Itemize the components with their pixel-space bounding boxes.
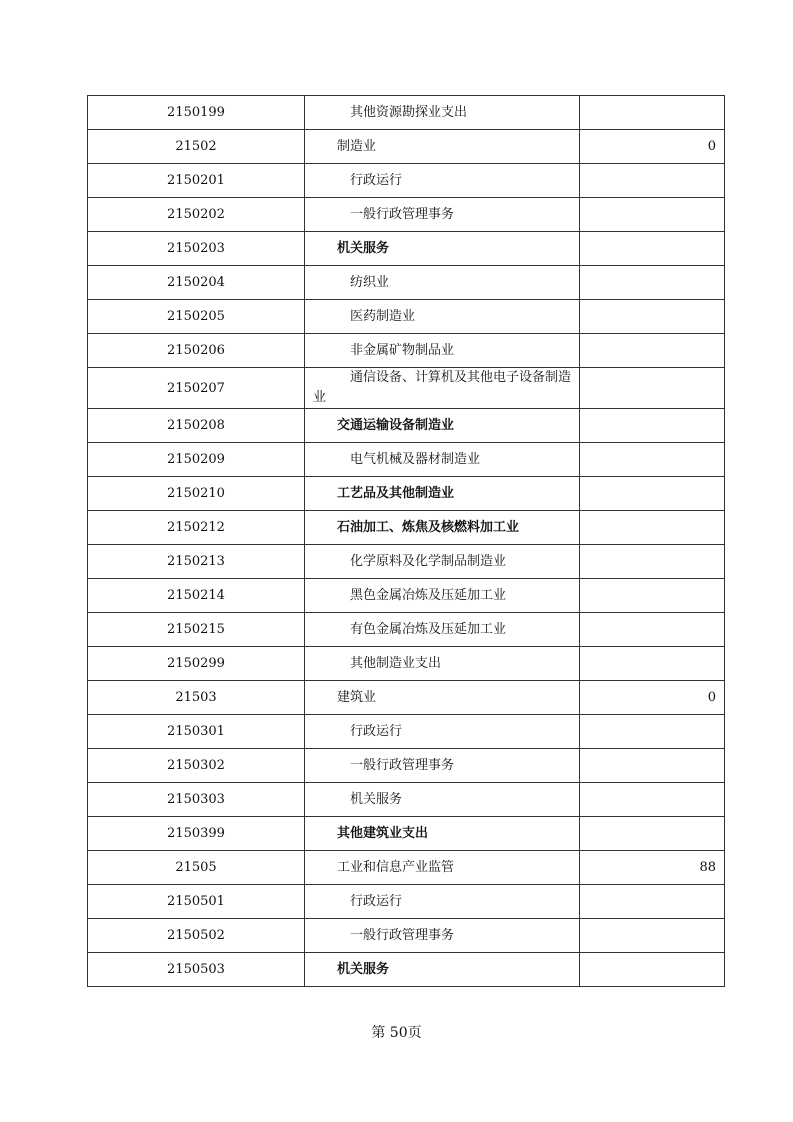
table-row <box>88 817 725 851</box>
subject-code-cell: 2150302 <box>88 749 305 783</box>
subject-name-cell: 有色金属冶炼及压延加工业 <box>305 613 580 647</box>
table-row <box>88 266 725 300</box>
subject-code-cell: 2150212 <box>88 511 305 545</box>
table-body <box>88 96 725 987</box>
subject-name-cell: 石油加工、炼焦及核燃料加工业 <box>305 511 580 545</box>
table-row <box>88 130 725 164</box>
table-row <box>88 232 725 266</box>
amount-cell <box>580 749 725 783</box>
table-row <box>88 851 725 885</box>
table-row <box>88 919 725 953</box>
amount-cell <box>580 368 725 409</box>
table-row <box>88 368 725 409</box>
subject-name-cell: 其他资源勘探业支出 <box>305 96 580 130</box>
amount-cell <box>580 334 725 368</box>
subject-code-cell: 2150210 <box>88 477 305 511</box>
subject-code-cell: 2150208 <box>88 409 305 443</box>
subject-name-cell: 非金属矿物制品业 <box>305 334 580 368</box>
table-row <box>88 749 725 783</box>
subject-name-cell: 其他建筑业支出 <box>305 817 580 851</box>
subject-name-cell: 医药制造业 <box>305 300 580 334</box>
subject-name-cell: 行政运行 <box>305 885 580 919</box>
subject-code-cell: 21505 <box>88 851 305 885</box>
table-row <box>88 579 725 613</box>
subject-name-cell: 一般行政管理事务 <box>305 919 580 953</box>
amount-cell <box>580 647 725 681</box>
amount-cell <box>580 300 725 334</box>
table-row <box>88 953 725 987</box>
subject-name-cell: 通信设备、计算机及其他电子设备制造业 <box>305 368 580 409</box>
amount-cell: 0 <box>580 130 725 164</box>
amount-cell <box>580 579 725 613</box>
subject-name-cell: 行政运行 <box>305 715 580 749</box>
amount-cell <box>580 545 725 579</box>
subject-code-cell: 2150204 <box>88 266 305 300</box>
amount-cell: 0 <box>580 681 725 715</box>
amount-cell <box>580 477 725 511</box>
subject-name-cell: 化学原料及化学制品制造业 <box>305 545 580 579</box>
table-row <box>88 681 725 715</box>
amount-cell <box>580 715 725 749</box>
amount-cell <box>580 817 725 851</box>
amount-cell <box>580 164 725 198</box>
subject-code-cell: 21502 <box>88 130 305 164</box>
table-row <box>88 511 725 545</box>
subject-name-cell: 制造业 <box>305 130 580 164</box>
subject-name-cell: 机关服务 <box>305 953 580 987</box>
subject-code-cell: 2150299 <box>88 647 305 681</box>
amount-cell <box>580 443 725 477</box>
subject-name-cell: 电气机械及器材制造业 <box>305 443 580 477</box>
subject-code-cell: 2150301 <box>88 715 305 749</box>
subject-code-cell: 2150214 <box>88 579 305 613</box>
table-row <box>88 300 725 334</box>
table-row <box>88 715 725 749</box>
amount-cell <box>580 953 725 987</box>
table-row <box>88 613 725 647</box>
amount-cell <box>580 96 725 130</box>
subject-code-cell: 21503 <box>88 681 305 715</box>
subject-code-cell: 2150201 <box>88 164 305 198</box>
subject-name-cell: 一般行政管理事务 <box>305 198 580 232</box>
table-row <box>88 198 725 232</box>
subject-name-cell: 工艺品及其他制造业 <box>305 477 580 511</box>
amount-cell <box>580 613 725 647</box>
amount-cell <box>580 511 725 545</box>
subject-code-cell: 2150209 <box>88 443 305 477</box>
subject-name-cell: 交通运输设备制造业 <box>305 409 580 443</box>
table-row <box>88 409 725 443</box>
table-row <box>88 885 725 919</box>
subject-name-cell: 机关服务 <box>305 232 580 266</box>
budget-table <box>87 95 725 987</box>
table-row <box>88 96 725 130</box>
table-row <box>88 334 725 368</box>
amount-cell <box>580 198 725 232</box>
subject-code-cell: 2150303 <box>88 783 305 817</box>
table-row <box>88 477 725 511</box>
subject-code-cell: 2150503 <box>88 953 305 987</box>
subject-code-cell: 2150203 <box>88 232 305 266</box>
amount-cell <box>580 919 725 953</box>
amount-cell <box>580 885 725 919</box>
subject-name-cell: 黑色金属冶炼及压延加工业 <box>305 579 580 613</box>
table-row <box>88 164 725 198</box>
subject-name-cell: 行政运行 <box>305 164 580 198</box>
table-row <box>88 647 725 681</box>
table-row <box>88 443 725 477</box>
page-number: 第 50页 <box>371 1025 422 1041</box>
subject-code-cell: 2150205 <box>88 300 305 334</box>
subject-name-cell: 一般行政管理事务 <box>305 749 580 783</box>
subject-code-cell: 2150213 <box>88 545 305 579</box>
subject-code-cell: 2150207 <box>88 368 305 409</box>
subject-name-cell: 建筑业 <box>305 681 580 715</box>
subject-code-cell: 2150501 <box>88 885 305 919</box>
subject-name-cell: 其他制造业支出 <box>305 647 580 681</box>
amount-cell: 88 <box>580 851 725 885</box>
subject-name-cell: 纺织业 <box>305 266 580 300</box>
amount-cell <box>580 232 725 266</box>
subject-code-cell: 2150206 <box>88 334 305 368</box>
subject-code-cell: 2150502 <box>88 919 305 953</box>
amount-cell <box>580 783 725 817</box>
subject-name-cell: 机关服务 <box>305 783 580 817</box>
subject-name-cell: 工业和信息产业监管 <box>305 851 580 885</box>
amount-cell <box>580 409 725 443</box>
subject-code-cell: 2150215 <box>88 613 305 647</box>
table-row <box>88 545 725 579</box>
amount-cell <box>580 266 725 300</box>
subject-code-cell: 2150199 <box>88 96 305 130</box>
subject-code-cell: 2150399 <box>88 817 305 851</box>
table-row <box>88 783 725 817</box>
subject-code-cell: 2150202 <box>88 198 305 232</box>
